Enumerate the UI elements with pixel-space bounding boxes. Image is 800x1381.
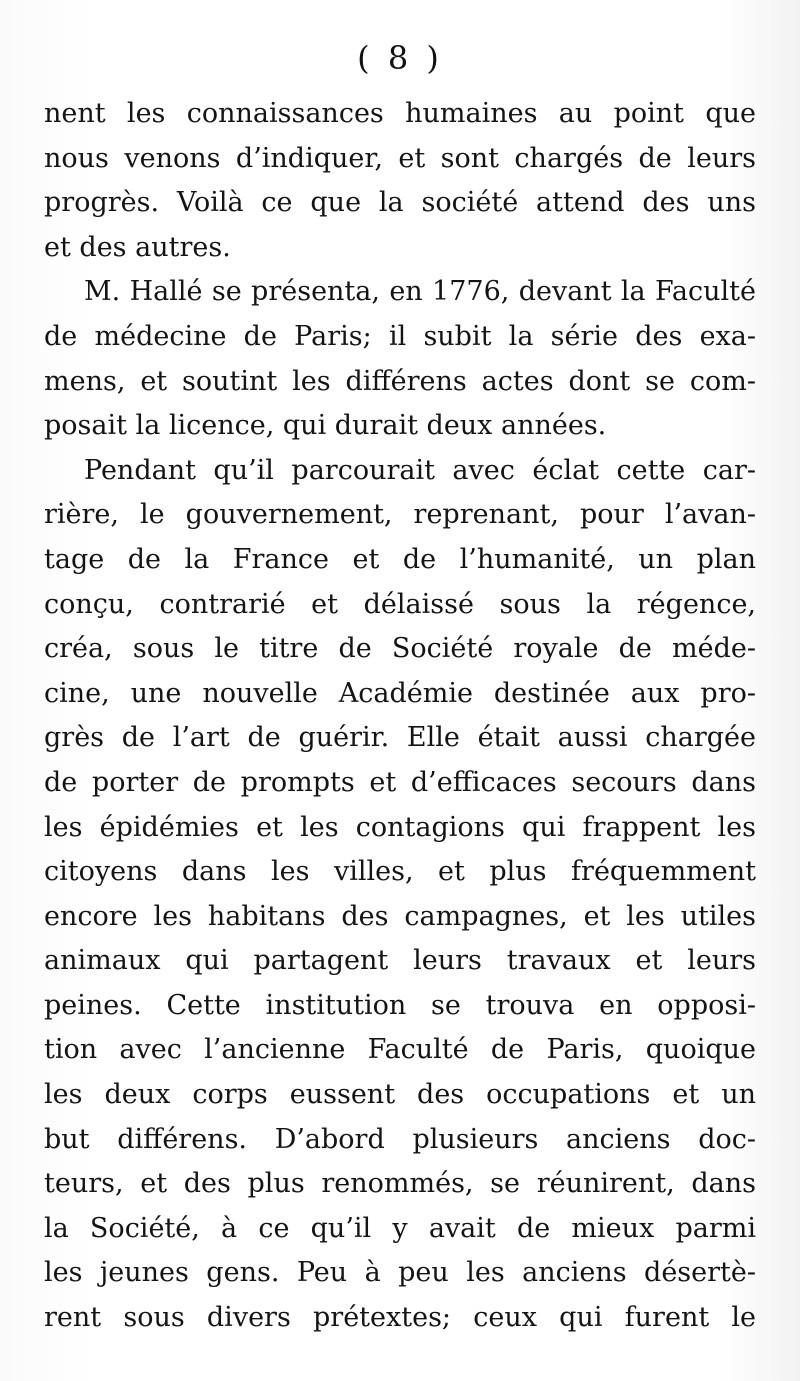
text-line: la Société, à ce qu’il y avait de mieux parmi	[44, 1212, 756, 1244]
page-number: ( 8 )	[357, 39, 443, 77]
text-line: mens, et soutint les différens actes dont se com-	[44, 365, 756, 397]
text-line: les épidémies et les contagions qui frappent les	[44, 811, 756, 843]
text-line: grès de l’art de guérir. Elle était aussi chargée	[44, 722, 756, 754]
text-line: nous venons d’indiquer, et sont chargés de leurs	[44, 142, 756, 174]
text-line: créa, sous le titre de Société royale de méde-	[44, 633, 756, 665]
text-line: les deux corps eussent des occupations et un	[44, 1079, 756, 1111]
text-line: les jeunes gens. Peu à peu les anciens désertè-	[44, 1257, 756, 1289]
text-line: encore les habitans des campagnes, et les utiles	[44, 900, 756, 932]
text-line: de porter de prompts et d’efficaces secours dans	[44, 766, 756, 798]
text-line: rent sous divers prétextes; ceux qui furent le	[44, 1302, 756, 1334]
text-line: de médecine de Paris; il subit la série des exa-	[44, 320, 756, 352]
text-line: posait la licence, qui durait deux années.	[44, 410, 607, 442]
text-line: but différens. D’abord plusieurs anciens doc-	[44, 1123, 756, 1155]
text-line: M. Hallé se présenta, en 1776, devant la Faculté	[84, 276, 756, 308]
text-line: et des autres.	[44, 231, 231, 263]
body-text	[44, 92, 756, 1341]
text-line: Pendant qu’il parcourait avec éclat cette car-	[84, 454, 756, 486]
text-line: tage de la France et de l’humanité, un plan	[44, 543, 756, 575]
text-line: animaux qui partagent leurs travaux et leurs	[44, 945, 756, 977]
text-line: cine, une nouvelle Académie destinée aux pro-	[44, 677, 756, 709]
text-line: nent les connaissances humaines au point que	[44, 98, 756, 129]
text-line: teurs, et des plus renommés, se réunirent, dans	[44, 1168, 756, 1200]
text-line: rière, le gouvernement, reprenant, pour l’avan-	[44, 499, 756, 531]
text-line: peines. Cette institution se trouva en opposi-	[44, 989, 756, 1021]
text-line: conçu, contrarié et délaissé sous la régence,	[44, 588, 756, 620]
text-line: tion avec l’ancienne Faculté de Paris, quoique	[44, 1034, 756, 1066]
text-line: progrès. Voilà ce que la société attend des uns	[44, 187, 756, 219]
text-line: citoyens dans les villes, et plus fréquemment	[44, 856, 756, 888]
